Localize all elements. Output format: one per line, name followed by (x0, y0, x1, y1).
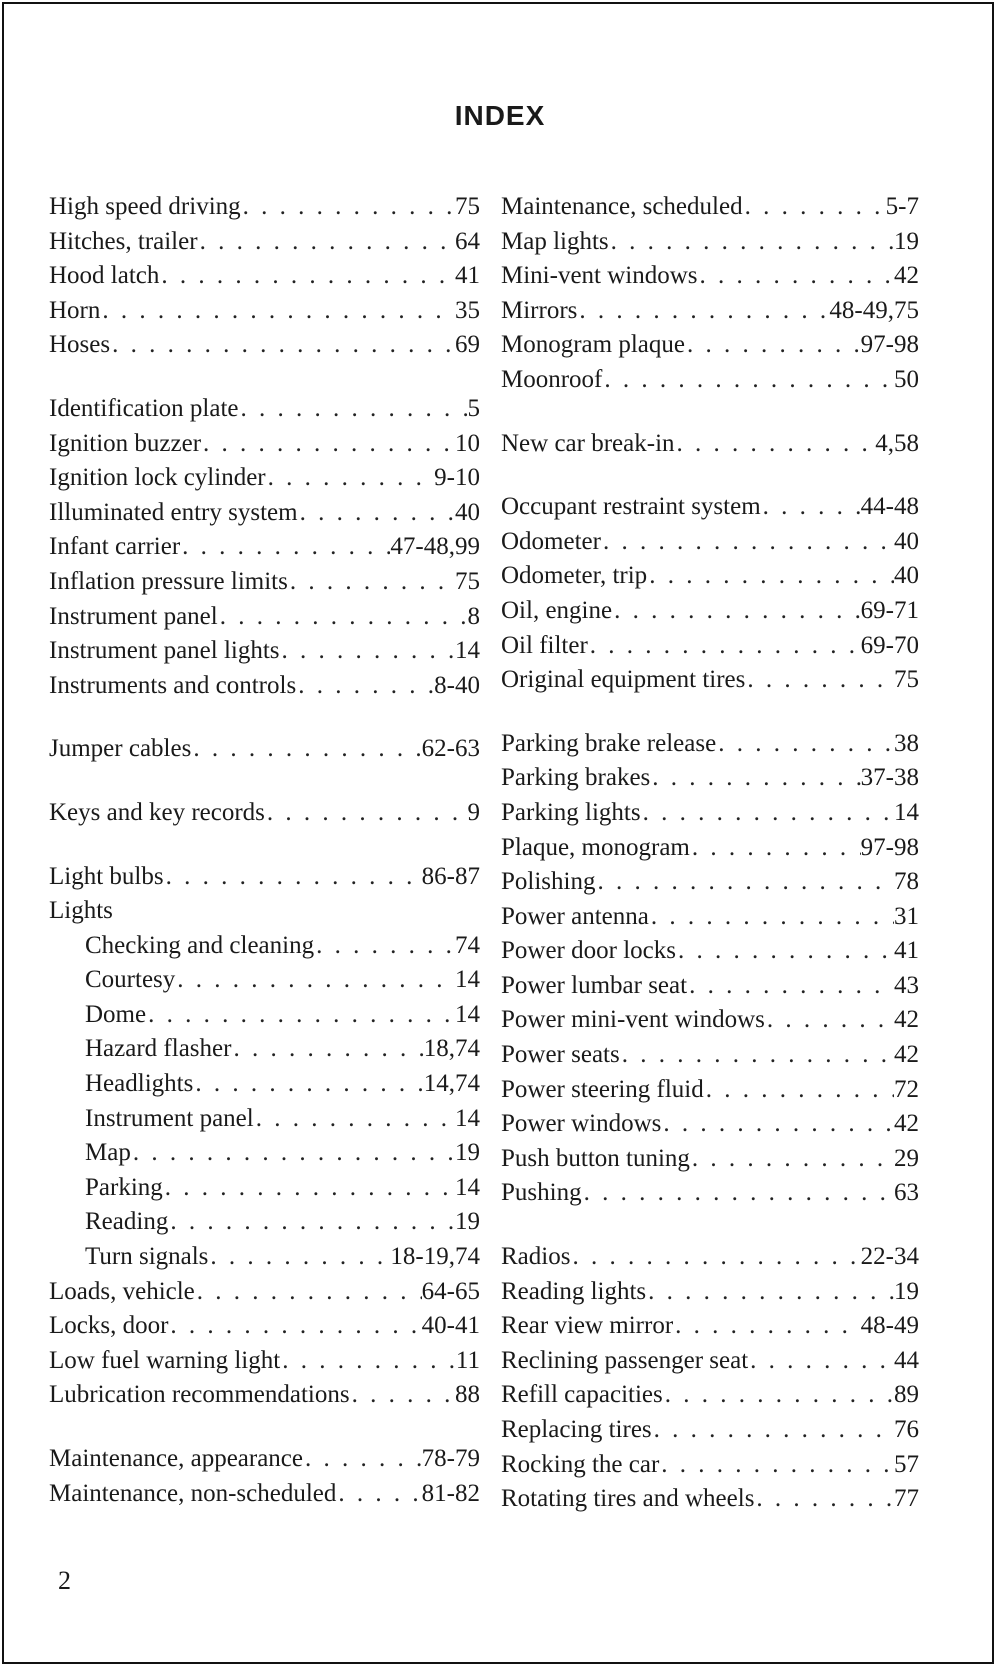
index-pages: 86-87 (421, 862, 480, 890)
index-subentry (49, 998, 480, 1033)
index-entry (49, 496, 480, 531)
dot-leader (280, 1344, 456, 1379)
index-term: Power windows (501, 1110, 662, 1138)
index-entry (49, 461, 480, 496)
dot-leader (765, 1003, 894, 1038)
dot-leader (175, 963, 455, 998)
index-term: Polishing (501, 868, 596, 896)
index-pages: 76 (894, 1416, 919, 1443)
dot-leader (601, 525, 894, 560)
index-subentry (49, 963, 480, 998)
index-pages: 75 (455, 567, 480, 595)
dot-leader (754, 1482, 894, 1517)
index-term: Low fuel warning light (49, 1346, 281, 1374)
section-gap (49, 767, 480, 796)
index-pages: 77 (894, 1485, 919, 1513)
index-term: Instrument panel lights (49, 637, 280, 665)
index-entry (501, 934, 919, 969)
index-term: Odometer, trip (501, 562, 648, 590)
dot-leader (164, 860, 422, 895)
index-pages: 62-63 (421, 735, 480, 763)
index-pages: 9-10 (434, 464, 480, 492)
index-entry (501, 1275, 919, 1310)
index-entry (501, 225, 919, 260)
dot-leader (646, 1275, 894, 1310)
index-term: Map lights (501, 227, 609, 255)
index-pages: 19 (894, 227, 919, 255)
dot-leader (685, 328, 861, 363)
index-entry (501, 1240, 919, 1275)
index-pages: 9 (467, 798, 480, 826)
index-pages: 69-71 (860, 596, 919, 624)
index-pages: 29 (894, 1144, 919, 1172)
index-pages: 75 (455, 193, 480, 220)
dot-leader (612, 594, 861, 629)
index-entry (49, 328, 480, 363)
index-entry (49, 1309, 480, 1344)
index-pages: 97-98 (860, 833, 919, 861)
index-term: Instruments and controls (49, 671, 297, 699)
index-term: Monogram plaque (501, 331, 685, 359)
dot-leader (570, 1240, 860, 1275)
dot-leader (659, 1448, 894, 1483)
index-pages: 69-70 (860, 631, 919, 659)
index-pages: 14 (455, 966, 480, 994)
index-entry (501, 559, 919, 594)
index-pages: 8 (467, 602, 480, 630)
section-gap (49, 1413, 480, 1442)
index-pages: 64-65 (421, 1277, 480, 1305)
index-term: Jumper cables (49, 735, 192, 763)
index-pages: 19 (894, 1277, 919, 1305)
index-pages: 47-48,99 (390, 533, 480, 561)
index-subentry (49, 1171, 480, 1206)
index-term: Light bulbs (49, 862, 164, 890)
index-term: Inflation pressure limits (49, 567, 288, 595)
index-pages: 72 (894, 1075, 919, 1103)
index-entry (49, 1378, 480, 1413)
index-term: Maintenance, scheduled (501, 193, 743, 220)
index-entry (49, 530, 480, 565)
index-entry (501, 663, 919, 698)
index-term: Illuminated entry system (49, 498, 298, 526)
index-term: Lubrication recommendations (49, 1381, 350, 1409)
index-term: Power steering fluid (501, 1075, 704, 1103)
dot-leader (303, 1442, 422, 1477)
index-entry (49, 600, 480, 635)
index-entry (49, 225, 480, 260)
index-pages: 48-49 (860, 1312, 919, 1340)
index-entry (49, 860, 480, 895)
section-gap (501, 398, 919, 427)
dot-leader (168, 1205, 455, 1240)
index-pages: 14 (455, 637, 480, 665)
index-entry (501, 294, 919, 329)
index-pages: 64 (455, 227, 480, 255)
index-pages: 89 (894, 1381, 919, 1409)
index-entry (501, 969, 919, 1004)
dot-leader (652, 1413, 894, 1448)
dot-leader (336, 1477, 421, 1512)
index-term: Hoses (49, 331, 111, 359)
index-subentry (49, 1240, 480, 1275)
index-term: Keys and key records (49, 798, 265, 826)
index-term: Rocking the car (501, 1450, 660, 1478)
index-term: Power door locks (501, 937, 676, 965)
index-pages: 18-19,74 (390, 1243, 480, 1271)
dot-leader (743, 190, 886, 225)
dot-leader (761, 490, 861, 525)
dot-leader (265, 796, 468, 831)
index-term: Dome (85, 1000, 147, 1028)
index-entry (501, 1413, 919, 1448)
index-pages: 74 (455, 931, 480, 959)
index-term: New car break-in (501, 429, 675, 457)
index-pages: 97-98 (860, 331, 919, 359)
index-pages: 14,74 (423, 1070, 480, 1098)
dot-leader (716, 727, 894, 762)
index-term: Oil filter (501, 631, 588, 659)
dot-leader (663, 1378, 894, 1413)
index-term: Instrument panel (85, 1104, 254, 1132)
index-entry (49, 259, 480, 294)
dot-leader (745, 663, 894, 698)
index-term: Reclining passenger seat (501, 1346, 749, 1374)
index-entry (501, 796, 919, 831)
index-term: Identification plate (49, 394, 239, 422)
index-term: Replacing tires (501, 1416, 652, 1443)
dot-leader (280, 634, 455, 669)
index-pages: 4,58 (875, 429, 919, 457)
dot-leader (698, 259, 894, 294)
dot-leader (100, 294, 455, 329)
dot-leader (602, 363, 894, 398)
index-entry (49, 1344, 480, 1379)
index-pages: 40 (455, 498, 480, 526)
index-entry (501, 490, 919, 525)
index-pages: 40 (894, 562, 919, 590)
index-term: Hood latch (49, 262, 160, 290)
index-entry (501, 328, 919, 363)
index-entry (501, 761, 919, 796)
index-term: Ignition lock cylinder (49, 464, 266, 492)
index-term: Lights (49, 897, 113, 925)
dot-leader (208, 1240, 390, 1275)
index-entry (49, 190, 480, 225)
index-entry (501, 1038, 919, 1073)
index-entry (501, 1378, 919, 1413)
index-entry (501, 1448, 919, 1483)
index-term: Oil, engine (501, 596, 613, 624)
index-term: Power lumbar seat (501, 971, 688, 999)
dot-leader (218, 600, 468, 635)
dot-leader (288, 565, 455, 600)
index-pages: 19 (455, 1208, 480, 1236)
index-entry (501, 629, 919, 664)
index-pages: 69 (455, 331, 480, 359)
index-pages: 75 (894, 666, 919, 694)
index-pages: 78 (894, 868, 919, 896)
index-entry (49, 427, 480, 462)
index-term: Maintenance, appearance (49, 1445, 304, 1472)
index-term: Maintenance, non-scheduled (49, 1479, 337, 1507)
index-pages: 88 (455, 1381, 480, 1409)
dot-leader (687, 969, 894, 1004)
index-entry (501, 427, 919, 462)
index-term: Power seats (501, 1041, 620, 1069)
dot-leader (159, 259, 455, 294)
index-pages: 14 (455, 1104, 480, 1132)
dot-leader (239, 392, 468, 427)
index-term: Moonroof (501, 365, 603, 393)
index-term: Plaque, monogram (501, 833, 690, 861)
index-entry (49, 392, 480, 427)
dot-leader (690, 1142, 894, 1177)
index-term: Occupant restraint system (501, 493, 761, 521)
section-gap (501, 461, 919, 490)
index-term: Hazard flasher (85, 1035, 232, 1063)
index-pages: 42 (894, 1006, 919, 1034)
index-term: Hitches, trailer (49, 227, 198, 255)
index-pages: 11 (455, 1346, 480, 1374)
dot-leader (110, 328, 455, 363)
index-subentry (49, 1205, 480, 1240)
dot-leader (620, 1038, 894, 1073)
index-term: Rotating tires and wheels (501, 1485, 755, 1513)
index-entry (49, 669, 480, 704)
index-pages: 14 (894, 798, 919, 826)
index-pages: 37-38 (860, 764, 919, 792)
index-term: Turn signals (85, 1243, 209, 1271)
index-term: Parking (85, 1173, 163, 1201)
index-pages: 18,74 (423, 1035, 480, 1063)
index-entry (501, 831, 919, 866)
index-pages: 57 (894, 1450, 919, 1478)
dot-leader (195, 1275, 422, 1310)
dot-leader (201, 427, 455, 462)
index-pages: 14 (455, 1000, 480, 1028)
dot-leader (146, 998, 455, 1033)
dot-leader (266, 461, 435, 496)
index-entry (501, 525, 919, 560)
index-entry (501, 1003, 919, 1038)
index-pages: 42 (894, 1041, 919, 1069)
dot-leader (577, 294, 829, 329)
section-gap (49, 703, 480, 732)
index-entry (49, 294, 480, 329)
page-title: INDEX (454, 100, 546, 131)
dot-leader (298, 496, 455, 531)
index-pages: 44 (894, 1346, 919, 1374)
index-term: Map (85, 1139, 131, 1167)
page-number: 2 (58, 1566, 71, 1595)
dot-leader (647, 559, 894, 594)
index-entry (49, 1442, 480, 1477)
index-entry (501, 1176, 919, 1211)
dot-leader (595, 865, 894, 900)
index-entry (49, 634, 480, 669)
index-pages: 50 (894, 365, 919, 393)
index-term: Rear view mirror (501, 1312, 674, 1340)
index-subentry (49, 929, 480, 964)
index-pages: 8-40 (434, 671, 480, 699)
section-gap (49, 831, 480, 860)
dot-leader (231, 1032, 423, 1067)
index-subentry (49, 1102, 480, 1137)
index-term: Push button tuning (501, 1144, 690, 1172)
dot-leader (350, 1378, 455, 1413)
dot-leader (180, 530, 390, 565)
index-term: Power antenna (501, 902, 649, 930)
dot-leader (673, 1309, 861, 1344)
index-term: Odometer (501, 527, 601, 555)
dot-leader (650, 761, 860, 796)
dot-leader (198, 225, 455, 260)
dot-leader (641, 796, 894, 831)
index-pages: 63 (894, 1179, 919, 1207)
index-pages: 43 (894, 971, 919, 999)
index-pages: 42 (894, 262, 919, 290)
index-term: Headlights (85, 1070, 194, 1098)
index-pages: 78-79 (421, 1445, 480, 1472)
dot-leader (296, 669, 434, 704)
index-pages: 42 (894, 1110, 919, 1138)
index-column-left (49, 190, 480, 1511)
index-entry (501, 1142, 919, 1177)
index-entry (49, 1477, 480, 1512)
index-term: Parking brakes (501, 764, 651, 792)
dot-leader (690, 831, 861, 866)
index-term: Radios (501, 1243, 571, 1271)
index-term: Mirrors (501, 296, 578, 324)
dot-leader (254, 1102, 455, 1137)
section-gap (501, 1211, 919, 1240)
index-pages: 19 (455, 1139, 480, 1167)
index-term: Refill capacities (501, 1381, 663, 1409)
index-term: Instrument panel (49, 602, 218, 630)
index-entry (49, 1275, 480, 1310)
index-term: Infant carrier (49, 533, 181, 561)
index-subentry (49, 1136, 480, 1171)
dot-leader (193, 1067, 423, 1102)
index-term: Pushing (501, 1179, 582, 1207)
index-entry (501, 727, 919, 762)
index-entry (501, 190, 919, 225)
index-entry (49, 732, 480, 767)
section-gap (49, 363, 480, 392)
index-pages: 44-48 (860, 493, 919, 521)
index-term: Reading lights (501, 1277, 647, 1305)
section-gap (501, 698, 919, 727)
index-heading (49, 894, 480, 929)
index-term: Parking lights (501, 798, 641, 826)
index-entry (49, 565, 480, 600)
index-term: Reading (85, 1208, 169, 1236)
dot-leader (314, 929, 455, 964)
index-term: Power mini-vent windows (501, 1006, 765, 1034)
dot-leader (676, 934, 894, 969)
dot-leader (191, 732, 421, 767)
index-term: Ignition buzzer (49, 429, 202, 457)
dot-leader (582, 1176, 894, 1211)
index-entry (501, 1482, 919, 1517)
index-term: Original equipment tires (501, 666, 746, 694)
index-entry (501, 1344, 919, 1379)
index-entry (501, 363, 919, 398)
index-pages: 5-7 (885, 193, 919, 220)
index-column-right (501, 190, 919, 1517)
index-entry (501, 1309, 919, 1344)
index-term: Parking brake release (501, 729, 717, 757)
index-pages: 40 (894, 527, 919, 555)
index-entry (501, 865, 919, 900)
index-term: Mini-vent windows (501, 262, 698, 290)
index-pages: 48-49,75 (829, 296, 919, 324)
index-pages: 10 (455, 429, 480, 457)
index-entry (501, 594, 919, 629)
index-pages: 35 (455, 296, 480, 324)
dot-leader (748, 1344, 894, 1379)
index-entry (501, 1073, 919, 1108)
index-pages: 41 (455, 262, 480, 290)
dot-leader (588, 629, 861, 664)
index-pages: 14 (455, 1173, 480, 1201)
index-entry (501, 900, 919, 935)
dot-leader (168, 1309, 421, 1344)
index-term: High speed driving (49, 193, 241, 220)
index-term: Locks, door (49, 1312, 169, 1340)
index-subentry (49, 1067, 480, 1102)
index-entry (501, 259, 919, 294)
index-term: Loads, vehicle (49, 1277, 195, 1305)
index-pages: 31 (894, 902, 919, 930)
index-subentry (49, 1032, 480, 1067)
index-term: Checking and cleaning (85, 931, 315, 959)
index-entry (49, 796, 480, 831)
index-pages: 38 (894, 729, 919, 757)
index-pages: 40-41 (421, 1312, 480, 1340)
index-entry (501, 1107, 919, 1142)
dot-leader (609, 225, 894, 260)
dot-leader (241, 190, 455, 225)
dot-leader (704, 1073, 894, 1108)
index-pages: 22-34 (860, 1243, 919, 1271)
dot-leader (675, 427, 876, 462)
index-term: Courtesy (85, 966, 176, 994)
dot-leader (661, 1107, 894, 1142)
dot-leader (163, 1171, 455, 1206)
dot-leader (649, 900, 894, 935)
dot-leader (131, 1136, 455, 1171)
index-pages: 41 (894, 937, 919, 965)
index-pages: 5 (467, 394, 480, 422)
index-pages: 81-82 (421, 1479, 480, 1507)
index-term: Horn (49, 296, 101, 324)
